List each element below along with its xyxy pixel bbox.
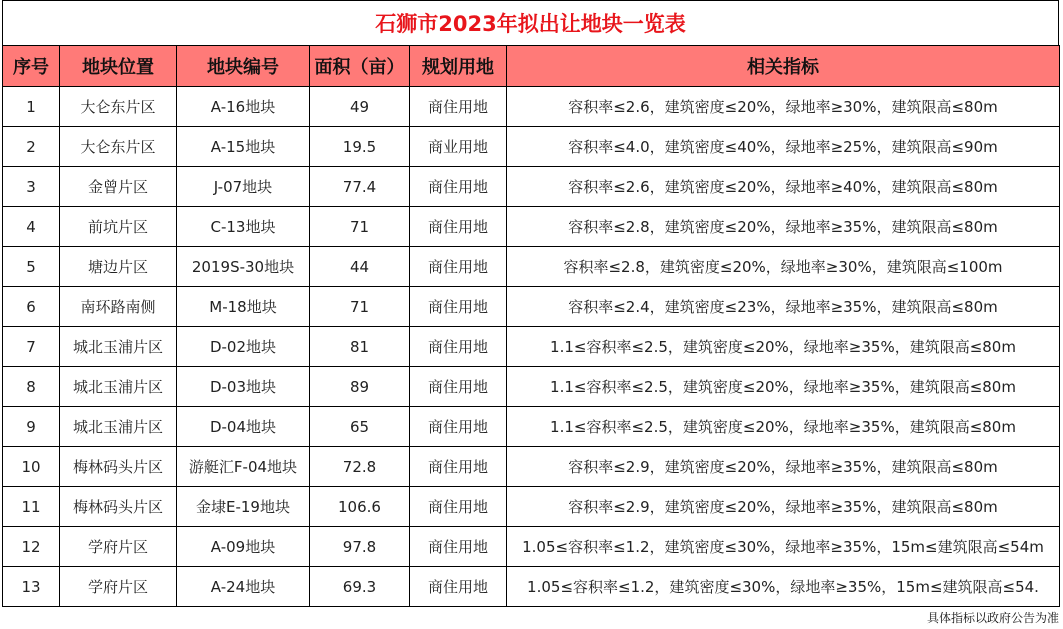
cell-location: 城北玉浦片区 bbox=[60, 407, 177, 447]
cell-code: A-15地块 bbox=[177, 127, 310, 167]
cell-use: 商住用地 bbox=[410, 287, 507, 327]
cell-code: A-09地块 bbox=[177, 527, 310, 567]
cell-no: 12 bbox=[3, 527, 60, 567]
cell-no: 1 bbox=[3, 87, 60, 127]
cell-index: 容积率≤2.4，建筑密度≤23%，绿地率≥35%，建筑限高≤80m bbox=[507, 287, 1060, 327]
table-row bbox=[3, 287, 1060, 327]
cell-area: 89 bbox=[310, 367, 410, 407]
cell-use: 商住用地 bbox=[410, 527, 507, 567]
cell-no: 8 bbox=[3, 367, 60, 407]
cell-index: 容积率≤2.8，建筑密度≤20%，绿地率≥35%，建筑限高≤80m bbox=[507, 207, 1060, 247]
cell-use: 商住用地 bbox=[410, 247, 507, 287]
cell-code: A-16地块 bbox=[177, 87, 310, 127]
table-row bbox=[3, 127, 1060, 167]
header-use: 规划用地 bbox=[410, 46, 507, 87]
cell-area: 72.8 bbox=[310, 447, 410, 487]
cell-location: 梅林码头片区 bbox=[60, 487, 177, 527]
table-row bbox=[3, 207, 1060, 247]
cell-location: 金曾片区 bbox=[60, 167, 177, 207]
cell-code: D-04地块 bbox=[177, 407, 310, 447]
header-area: 面积（亩） bbox=[310, 46, 410, 87]
cell-no: 10 bbox=[3, 447, 60, 487]
header-code: 地块编号 bbox=[177, 46, 310, 87]
cell-index: 1.1≤容积率≤2.5，建筑密度≤20%，绿地率≥35%，建筑限高≤80m bbox=[507, 367, 1060, 407]
cell-no: 11 bbox=[3, 487, 60, 527]
cell-location: 学府片区 bbox=[60, 567, 177, 607]
cell-use: 商住用地 bbox=[410, 327, 507, 367]
cell-area: 69.3 bbox=[310, 567, 410, 607]
cell-location: 大仑东片区 bbox=[60, 127, 177, 167]
cell-index: 容积率≤2.6，建筑密度≤20%，绿地率≥30%，建筑限高≤80m bbox=[507, 87, 1060, 127]
cell-use: 商住用地 bbox=[410, 207, 507, 247]
cell-area: 65 bbox=[310, 407, 410, 447]
header-index: 相关指标 bbox=[507, 46, 1060, 87]
table-row bbox=[3, 327, 1060, 367]
cell-area: 44 bbox=[310, 247, 410, 287]
table-row bbox=[3, 447, 1060, 487]
cell-index: 1.1≤容积率≤2.5，建筑密度≤20%，绿地率≥35%，建筑限高≤80m bbox=[507, 327, 1060, 367]
cell-code: A-24地块 bbox=[177, 567, 310, 607]
cell-location: 大仑东片区 bbox=[60, 87, 177, 127]
cell-no: 5 bbox=[3, 247, 60, 287]
cell-area: 71 bbox=[310, 207, 410, 247]
cell-location: 城北玉浦片区 bbox=[60, 367, 177, 407]
cell-index: 容积率≤2.9，建筑密度≤20%，绿地率≥35%，建筑限高≤80m bbox=[507, 447, 1060, 487]
table-row bbox=[3, 167, 1060, 207]
cell-use: 商住用地 bbox=[410, 87, 507, 127]
cell-use: 商住用地 bbox=[410, 447, 507, 487]
cell-no: 2 bbox=[3, 127, 60, 167]
cell-area: 49 bbox=[310, 87, 410, 127]
table-row bbox=[3, 367, 1060, 407]
cell-use: 商住用地 bbox=[410, 407, 507, 447]
cell-no: 6 bbox=[3, 287, 60, 327]
cell-index: 容积率≤2.6，建筑密度≤20%，绿地率≥40%，建筑限高≤80m bbox=[507, 167, 1060, 207]
cell-area: 106.6 bbox=[310, 487, 410, 527]
footnote: 具体指标以政府公告为准 bbox=[926, 611, 1059, 625]
cell-code: J-07地块 bbox=[177, 167, 310, 207]
cell-use: 商住用地 bbox=[410, 367, 507, 407]
table-row bbox=[3, 87, 1060, 127]
land-parcel-table bbox=[2, 45, 1060, 607]
header-no: 序号 bbox=[3, 46, 60, 87]
header-row bbox=[3, 46, 1060, 87]
cell-location: 塘边片区 bbox=[60, 247, 177, 287]
cell-no: 3 bbox=[3, 167, 60, 207]
cell-code: M-18地块 bbox=[177, 287, 310, 327]
cell-index: 容积率≤4.0，建筑密度≤40%，绿地率≥25%，建筑限高≤90m bbox=[507, 127, 1060, 167]
cell-use: 商住用地 bbox=[410, 487, 507, 527]
table-row bbox=[3, 247, 1060, 287]
cell-index: 1.05≤容积率≤1.2，建筑密度≤30%，绿地率≥35%，15m≤建筑限高≤54. bbox=[507, 567, 1060, 607]
table-row bbox=[3, 487, 1060, 527]
cell-no: 13 bbox=[3, 567, 60, 607]
cell-no: 4 bbox=[3, 207, 60, 247]
cell-use: 商住用地 bbox=[410, 167, 507, 207]
cell-area: 81 bbox=[310, 327, 410, 367]
cell-location: 学府片区 bbox=[60, 527, 177, 567]
header-location: 地块位置 bbox=[60, 46, 177, 87]
table-row bbox=[3, 407, 1060, 447]
cell-area: 71 bbox=[310, 287, 410, 327]
cell-use: 商住用地 bbox=[410, 567, 507, 607]
cell-index: 1.1≤容积率≤2.5，建筑密度≤20%，绿地率≥35%，建筑限高≤80m bbox=[507, 407, 1060, 447]
cell-area: 19.5 bbox=[310, 127, 410, 167]
cell-location: 南环路南侧 bbox=[60, 287, 177, 327]
cell-index: 容积率≤2.9，建筑密度≤20%，绿地率≥35%，建筑限高≤80m bbox=[507, 487, 1060, 527]
cell-location: 梅林码头片区 bbox=[60, 447, 177, 487]
cell-area: 97.8 bbox=[310, 527, 410, 567]
table-title: 石狮市2023年拟出让地块一览表 bbox=[2, 0, 1059, 46]
cell-code: 2019S-30地块 bbox=[177, 247, 310, 287]
cell-no: 9 bbox=[3, 407, 60, 447]
cell-code: 游艇汇F-04地块 bbox=[177, 447, 310, 487]
cell-location: 城北玉浦片区 bbox=[60, 327, 177, 367]
table-row bbox=[3, 567, 1060, 607]
cell-code: C-13地块 bbox=[177, 207, 310, 247]
cell-code: D-02地块 bbox=[177, 327, 310, 367]
cell-area: 77.4 bbox=[310, 167, 410, 207]
table-row bbox=[3, 527, 1060, 567]
cell-use: 商业用地 bbox=[410, 127, 507, 167]
cell-code: D-03地块 bbox=[177, 367, 310, 407]
cell-index: 容积率≤2.8，建筑密度≤20%，绿地率≥30%，建筑限高≤100m bbox=[507, 247, 1060, 287]
cell-no: 7 bbox=[3, 327, 60, 367]
cell-code: 金埭E-19地块 bbox=[177, 487, 310, 527]
cell-location: 前坑片区 bbox=[60, 207, 177, 247]
cell-index: 1.05≤容积率≤1.2，建筑密度≤30%，绿地率≥35%，15m≤建筑限高≤54m bbox=[507, 527, 1060, 567]
